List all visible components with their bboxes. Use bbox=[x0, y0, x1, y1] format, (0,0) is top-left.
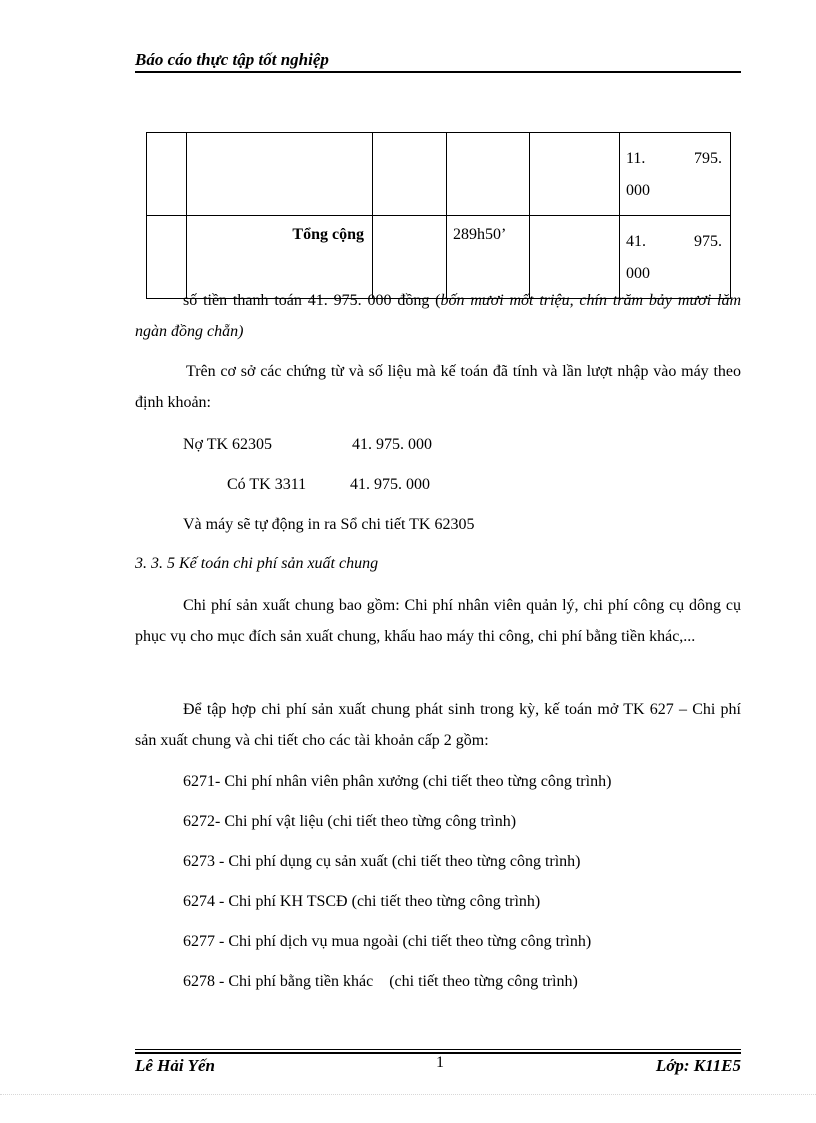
credit-entry-label: Có TK 3311 bbox=[227, 476, 307, 493]
paragraph: Trên cơ sở các chứng từ và số liệu mà kế toán đã tính và lần lượt nhập vào máy theo định khoản: bbox=[135, 363, 741, 411]
footer-author: Lê Hải Yến bbox=[135, 1056, 215, 1075]
header-divider bbox=[135, 71, 741, 73]
account-item: 6274 - Chi phí KH TSCĐ (chi tiết theo từng công trình) bbox=[183, 893, 541, 910]
account-item: 6277 - Chi phí dịch vụ mua ngoài (chi tiết theo từng công trình) bbox=[183, 933, 592, 950]
account-item: 6273 - Chi phí dụng cụ sản xuất (chi tiết theo từng công trình) bbox=[183, 853, 581, 870]
table-cell bbox=[373, 133, 447, 216]
footer-class: Lớp: K11E5 bbox=[655, 1056, 741, 1075]
table-cell bbox=[147, 133, 187, 216]
credit-entry-amount: 41. 975. 000 bbox=[350, 476, 430, 493]
paragraph: Để tập hợp chi phí sản xuất chung phát sinh trong kỳ, kế toán mở TK 627 – Chi phí sản xuất chung và chi tiết cho các tài khoản cấp 2 gồm: bbox=[135, 701, 741, 749]
payment-paragraph bbox=[135, 285, 741, 347]
total-label: Tổng cộng bbox=[187, 216, 373, 299]
paragraph: Và máy sẽ tự động in ra Sổ chi tiết TK 62305 bbox=[183, 516, 475, 533]
paragraph: Chi phí sản xuất chung bao gồm: Chi phí nhân viên quản lý, chi phí công cụ dông cụ phục vụ cho mục đích sản xuất chung, khấu hao máy thi công, chi phí bằng tiền khác,... bbox=[135, 597, 741, 645]
amount-part: 975. bbox=[694, 233, 722, 250]
debit-entry-label: Nợ TK 62305 bbox=[183, 436, 273, 453]
table-cell bbox=[530, 133, 620, 216]
page-header-title: Báo cáo thực tập tốt nghiệp bbox=[135, 50, 329, 69]
page-number: 1 bbox=[436, 1054, 444, 1071]
amount-part: 795. bbox=[694, 150, 722, 167]
payment-text-words: bốn mươi mốt triệu, chín trăm bảy mươi lăm ngàn đồng chẵn) bbox=[135, 292, 742, 340]
total-hours: 289h50’ bbox=[447, 216, 530, 299]
account-item: 6278 - Chi phí bằng tiền khác (chi tiết theo từng công trình) bbox=[183, 973, 578, 990]
amount-part: 11. bbox=[626, 150, 646, 167]
cost-table bbox=[146, 132, 731, 299]
amount-part: 000 bbox=[626, 265, 650, 282]
table-cell bbox=[187, 133, 373, 216]
amount-cell bbox=[620, 133, 731, 216]
page-boundary bbox=[0, 1094, 816, 1095]
amount-part: 41. bbox=[626, 233, 646, 250]
account-item: 6271- Chi phí nhân viên phân xưởng (chi tiết theo từng công trình) bbox=[183, 773, 612, 790]
debit-entry-amount: 41. 975. 000 bbox=[352, 436, 432, 453]
payment-text: số tiền thanh toán 41. 975. 000 đồng ( bbox=[183, 292, 441, 309]
footer-divider bbox=[135, 1049, 741, 1050]
table-cell bbox=[447, 133, 530, 216]
section-heading: 3. 3. 5 Kế toán chi phí sản xuất chung bbox=[135, 555, 379, 572]
account-item: 6272- Chi phí vật liệu (chi tiết theo từng công trình) bbox=[183, 813, 517, 830]
table-row bbox=[147, 133, 731, 216]
amount-part: 000 bbox=[626, 182, 650, 199]
